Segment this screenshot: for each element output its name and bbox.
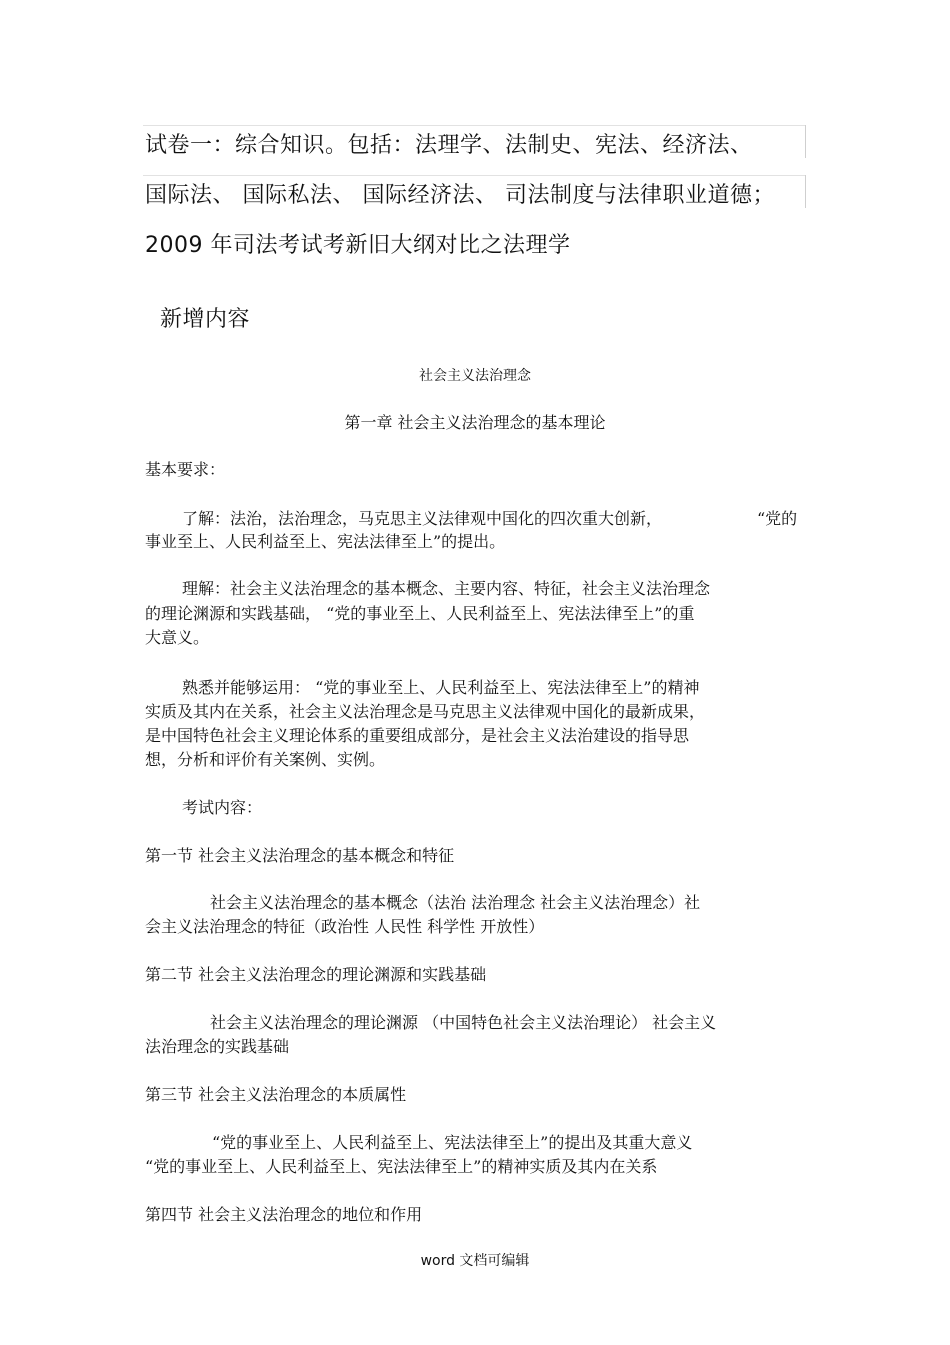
header-line-2: 国际法、 国际私法、 国际经济法、 司法制度与法律职业道德； [145,183,775,208]
header-line-3: 2009 年司法考试考新旧大纲对比之法理学 [145,233,571,258]
master-line-4: 想，分析和评价有关案例、实例。 [145,750,386,769]
exam-content-heading: 考试内容： [182,798,263,817]
comprehend-line-3: 大意义。 [145,628,210,647]
added-content-heading: 新增内容 [160,307,251,332]
master-line-3: 是中国特色社会主义理论体系的重要组成部分，是社会主义法治建设的指导思 [145,726,690,745]
understand-line-1b: “党的 [757,509,798,528]
section-2-line-2: 法治理念的实践基础 [145,1037,290,1056]
header-rule-right-2 [805,175,806,208]
footer-text: word 文档可编辑 [420,1253,530,1269]
section-4-title: 第四节 社会主义法治理念的地位和作用 [145,1205,423,1224]
section-3-title: 第三节 社会主义法治理念的本质属性 [145,1085,407,1104]
requirements-heading: 基本要求： [145,460,226,479]
section-1-title: 第一节 社会主义法治理念的基本概念和特征 [145,846,455,865]
section-1-line-1: 社会主义法治理念的基本概念（法治 法治理念 社会主义法治理念）社 [210,893,701,912]
header-rule-mid [143,175,805,176]
comprehend-line-2: 的理论渊源和实践基础， “党的事业至上、人民利益至上、宪法法律至上”的重 [145,604,695,623]
header-rule-top [143,125,805,126]
understand-line-2: 事业至上、人民利益至上、宪法法律至上”的提出。 [145,532,506,551]
section-3-line-1: “党的事业至上、人民利益至上、宪法法律至上”的提出及其重大意义 [212,1133,693,1152]
master-line-1: 熟悉并能够运用： “党的事业至上、人民利益至上、宪法法律至上”的精神 [182,678,700,697]
header-rule-right-1 [805,125,806,158]
section-2-title: 第二节 社会主义法治理念的理论渊源和实践基础 [145,965,487,984]
section-2-line-1: 社会主义法治理念的理论渊源 （中国特色社会主义法治理论） 社会主义 [210,1013,717,1032]
section-1-line-2: 会主义法治理念的特征（政治性 人民性 科学性 开放性） [145,917,545,936]
header-line-1: 试卷一：综合知识。包括：法理学、法制史、宪法、经济法、 [145,133,753,158]
doc-title: 社会主义法治理念 [419,368,531,384]
section-3-line-2: “党的事业至上、人民利益至上、宪法法律至上”的精神实质及其内在关系 [145,1157,658,1176]
understand-line-1a: 了解：法治，法治理念，马克思主义法律观中国化的四次重大创新， [182,509,663,528]
chapter-title: 第一章 社会主义法治理念的基本理论 [344,413,606,432]
comprehend-line-1: 理解：社会主义法治理念的基本概念、主要内容、特征，社会主义法治理念 [182,579,711,598]
master-line-2: 实质及其内在关系，社会主义法治理念是马克思主义法律观中国化的最新成果， [145,702,706,721]
